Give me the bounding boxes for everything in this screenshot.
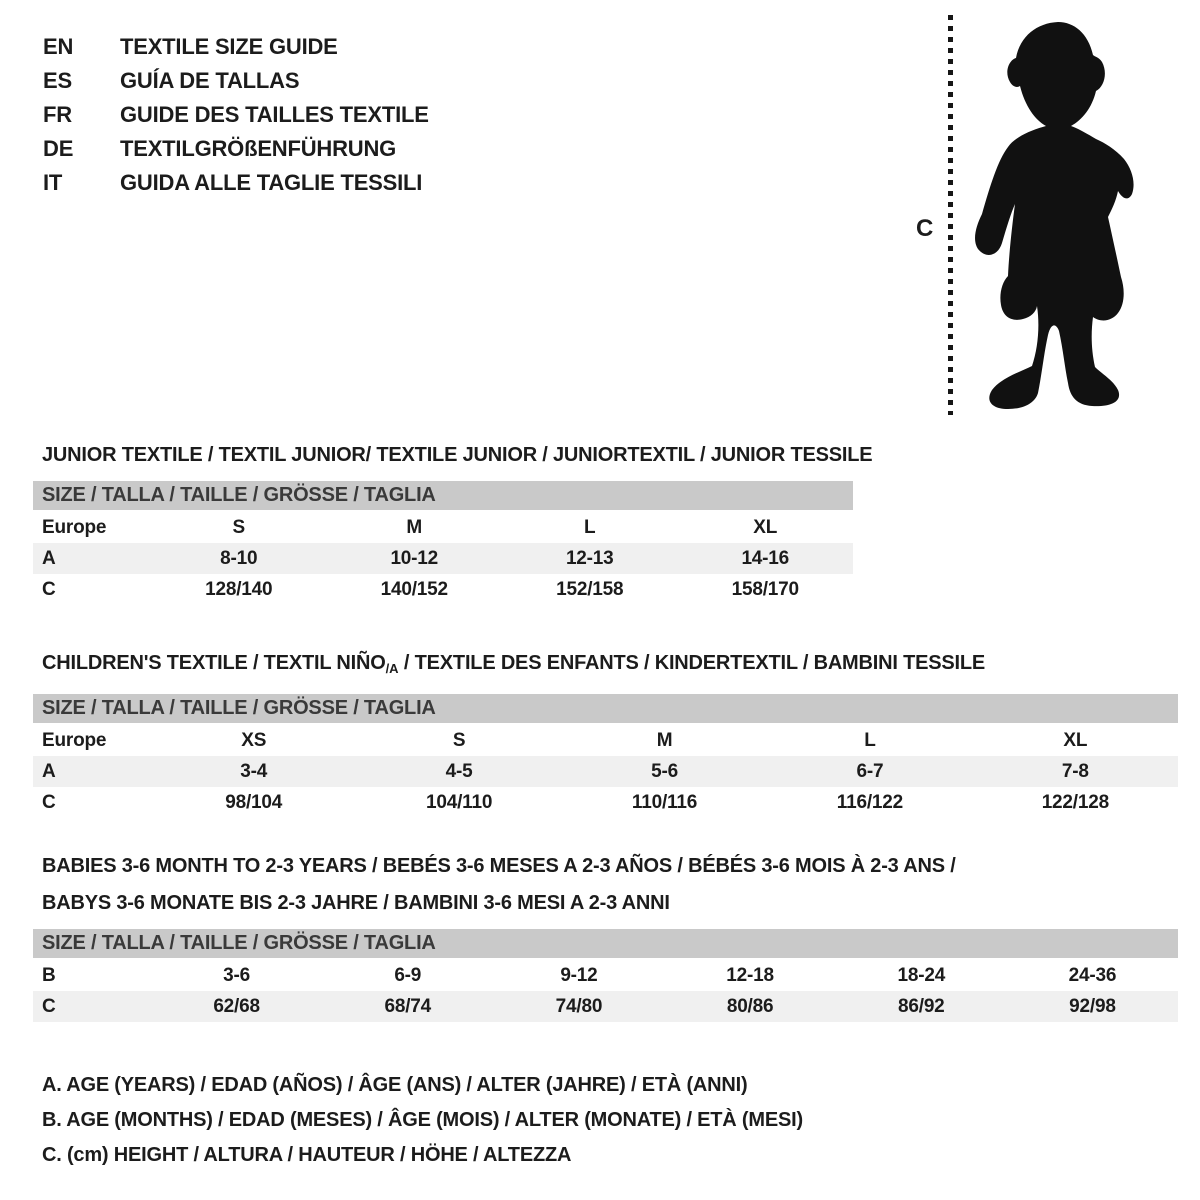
row-label: Europe	[42, 729, 107, 751]
row-label: A	[42, 547, 56, 569]
table-cell: M	[656, 729, 673, 751]
row-label: B	[42, 964, 56, 986]
table-cell: 158/170	[731, 578, 799, 600]
table-cell: 10-12	[390, 547, 439, 569]
table-cell: 98/104	[225, 791, 283, 813]
table-cell: 12-18	[726, 964, 774, 986]
section-title-line	[42, 885, 1178, 922]
title-text: / TEXTILE DES ENFANTS / KINDERTEXTIL / BAMBINI TESSILE	[398, 652, 986, 674]
language-row	[43, 132, 429, 166]
language-code: IT	[43, 170, 63, 195]
language-row	[43, 64, 429, 98]
language-title: TEXTILE SIZE GUIDE	[120, 34, 338, 59]
row-label: C	[42, 995, 56, 1017]
language-title: GUÍA DE TALLAS	[120, 68, 300, 93]
table-cell: 8-10	[220, 547, 258, 569]
title-text: CHILDREN'S TEXTILE / TEXTIL NIÑO	[42, 652, 386, 674]
section-title-line	[42, 645, 1178, 687]
table-row	[33, 960, 1178, 991]
language-title: GUIDA ALLE TAGLIE TESSILI	[120, 170, 423, 195]
language-code: DE	[43, 136, 74, 161]
note-age-years: A. AGE (YEARS) / EDAD (AÑOS) / ÂGE (ANS) / ALTER (JAHRE) / ETÀ (ANNI)	[42, 1074, 748, 1096]
section-title-line	[42, 437, 873, 474]
note-age-months: B. AGE (MONTHS) / EDAD (MESES) / ÂGE (MOIS) / ALTER (MONATE) / ETÀ (MESI)	[42, 1109, 803, 1131]
language-code: EN	[43, 34, 74, 59]
table-cell: 5-6	[651, 760, 678, 782]
table-cell: M	[406, 516, 423, 538]
section-title-line	[42, 848, 1178, 885]
title-text: JUNIOR TEXTILE / TEXTIL JUNIOR/ TEXTILE JUNIOR / JUNIORTEXTIL / JUNIOR TESSILE	[42, 444, 873, 466]
language-title: GUIDE DES TAILLES TEXTILE	[120, 102, 429, 127]
table-cell: 12-13	[565, 547, 614, 569]
table-cell: 7-8	[1061, 760, 1089, 782]
baby-silhouette-icon	[965, 20, 1140, 420]
section-children-textile	[33, 645, 1178, 818]
size-table-header: SIZE / TALLA / TAILLE / GRÖSSE / TAGLIA	[33, 929, 1178, 958]
baby-figure	[900, 15, 1170, 425]
height-measure-label: C	[916, 215, 934, 242]
table-cell: 3-4	[240, 760, 268, 782]
table-cell: 122/128	[1041, 791, 1109, 813]
table-cell: 18-24	[897, 964, 946, 986]
section-babies-textile	[33, 848, 1178, 1022]
table-cell: 140/152	[380, 578, 448, 600]
language-row	[43, 166, 429, 200]
table-cell: 104/110	[425, 791, 493, 813]
table-cell: 6-7	[856, 760, 884, 782]
language-code: FR	[43, 102, 72, 127]
table-cell: 80/86	[726, 995, 774, 1017]
table-row	[33, 756, 1178, 787]
size-table-header: SIZE / TALLA / TAILLE / GRÖSSE / TAGLIA	[33, 694, 1178, 723]
table-cell: 4-5	[445, 760, 473, 782]
section-title	[42, 437, 873, 474]
title-text: /A	[385, 661, 399, 676]
table-cell: XL	[1063, 729, 1088, 751]
table-cell: 9-12	[560, 964, 598, 986]
size-table	[33, 481, 853, 605]
table-cell: 92/98	[1069, 995, 1116, 1017]
language-row	[43, 98, 429, 132]
legend-notes	[42, 1068, 803, 1173]
table-cell: 3-6	[223, 964, 251, 986]
language-title-list	[43, 30, 429, 200]
table-cell: 14-16	[741, 547, 790, 569]
table-cell: 116/122	[836, 791, 904, 813]
table-cell: XS	[241, 729, 267, 751]
section-title	[42, 848, 1178, 922]
row-label: C	[42, 791, 56, 813]
table-cell: L	[584, 516, 596, 538]
table-cell: XL	[753, 516, 778, 538]
language-row	[43, 30, 429, 64]
table-row	[33, 574, 853, 605]
size-table-header: SIZE / TALLA / TAILLE / GRÖSSE / TAGLIA	[33, 481, 853, 510]
table-row	[33, 512, 853, 543]
section-junior-textile	[33, 437, 873, 605]
size-table	[33, 929, 1178, 1022]
table-cell: 110/116	[631, 791, 698, 813]
title-text: BABIES 3-6 MONTH TO 2-3 YEARS / BEBÉS 3-6 MESES A 2-3 AÑOS / BÉBÉS 3-6 MOIS À 2-3 ANS /	[42, 855, 956, 877]
row-label: C	[42, 578, 56, 600]
table-cell: 74/80	[555, 995, 603, 1017]
table-row	[33, 725, 1178, 756]
table-row	[33, 543, 853, 574]
language-code: ES	[43, 68, 72, 93]
table-row	[33, 787, 1178, 818]
table-cell: S	[232, 516, 245, 538]
title-text: BABYS 3-6 MONATE BIS 2-3 JAHRE / BAMBINI 3-6 MESI A 2-3 ANNI	[42, 892, 670, 914]
table-row	[33, 991, 1178, 1022]
table-cell: 86/92	[898, 995, 945, 1017]
height-dashed-line	[948, 15, 953, 415]
table-cell: 152/158	[556, 578, 624, 600]
table-cell: S	[452, 729, 466, 751]
table-cell: 24-36	[1068, 964, 1117, 986]
language-title: TEXTILGRÖßENFÜHRUNG	[120, 136, 397, 161]
section-title	[42, 645, 1178, 687]
table-cell: 6-9	[394, 964, 422, 986]
note-height-cm: C. (cm) HEIGHT / ALTURA / HAUTEUR / HÖHE / ALTEZZA	[42, 1144, 572, 1166]
table-cell: L	[864, 729, 876, 751]
row-label: Europe	[42, 516, 107, 538]
table-cell: 62/68	[213, 995, 260, 1017]
row-label: A	[42, 760, 56, 782]
table-cell: 128/140	[205, 578, 273, 600]
size-table	[33, 694, 1178, 818]
table-cell: 68/74	[384, 995, 432, 1017]
